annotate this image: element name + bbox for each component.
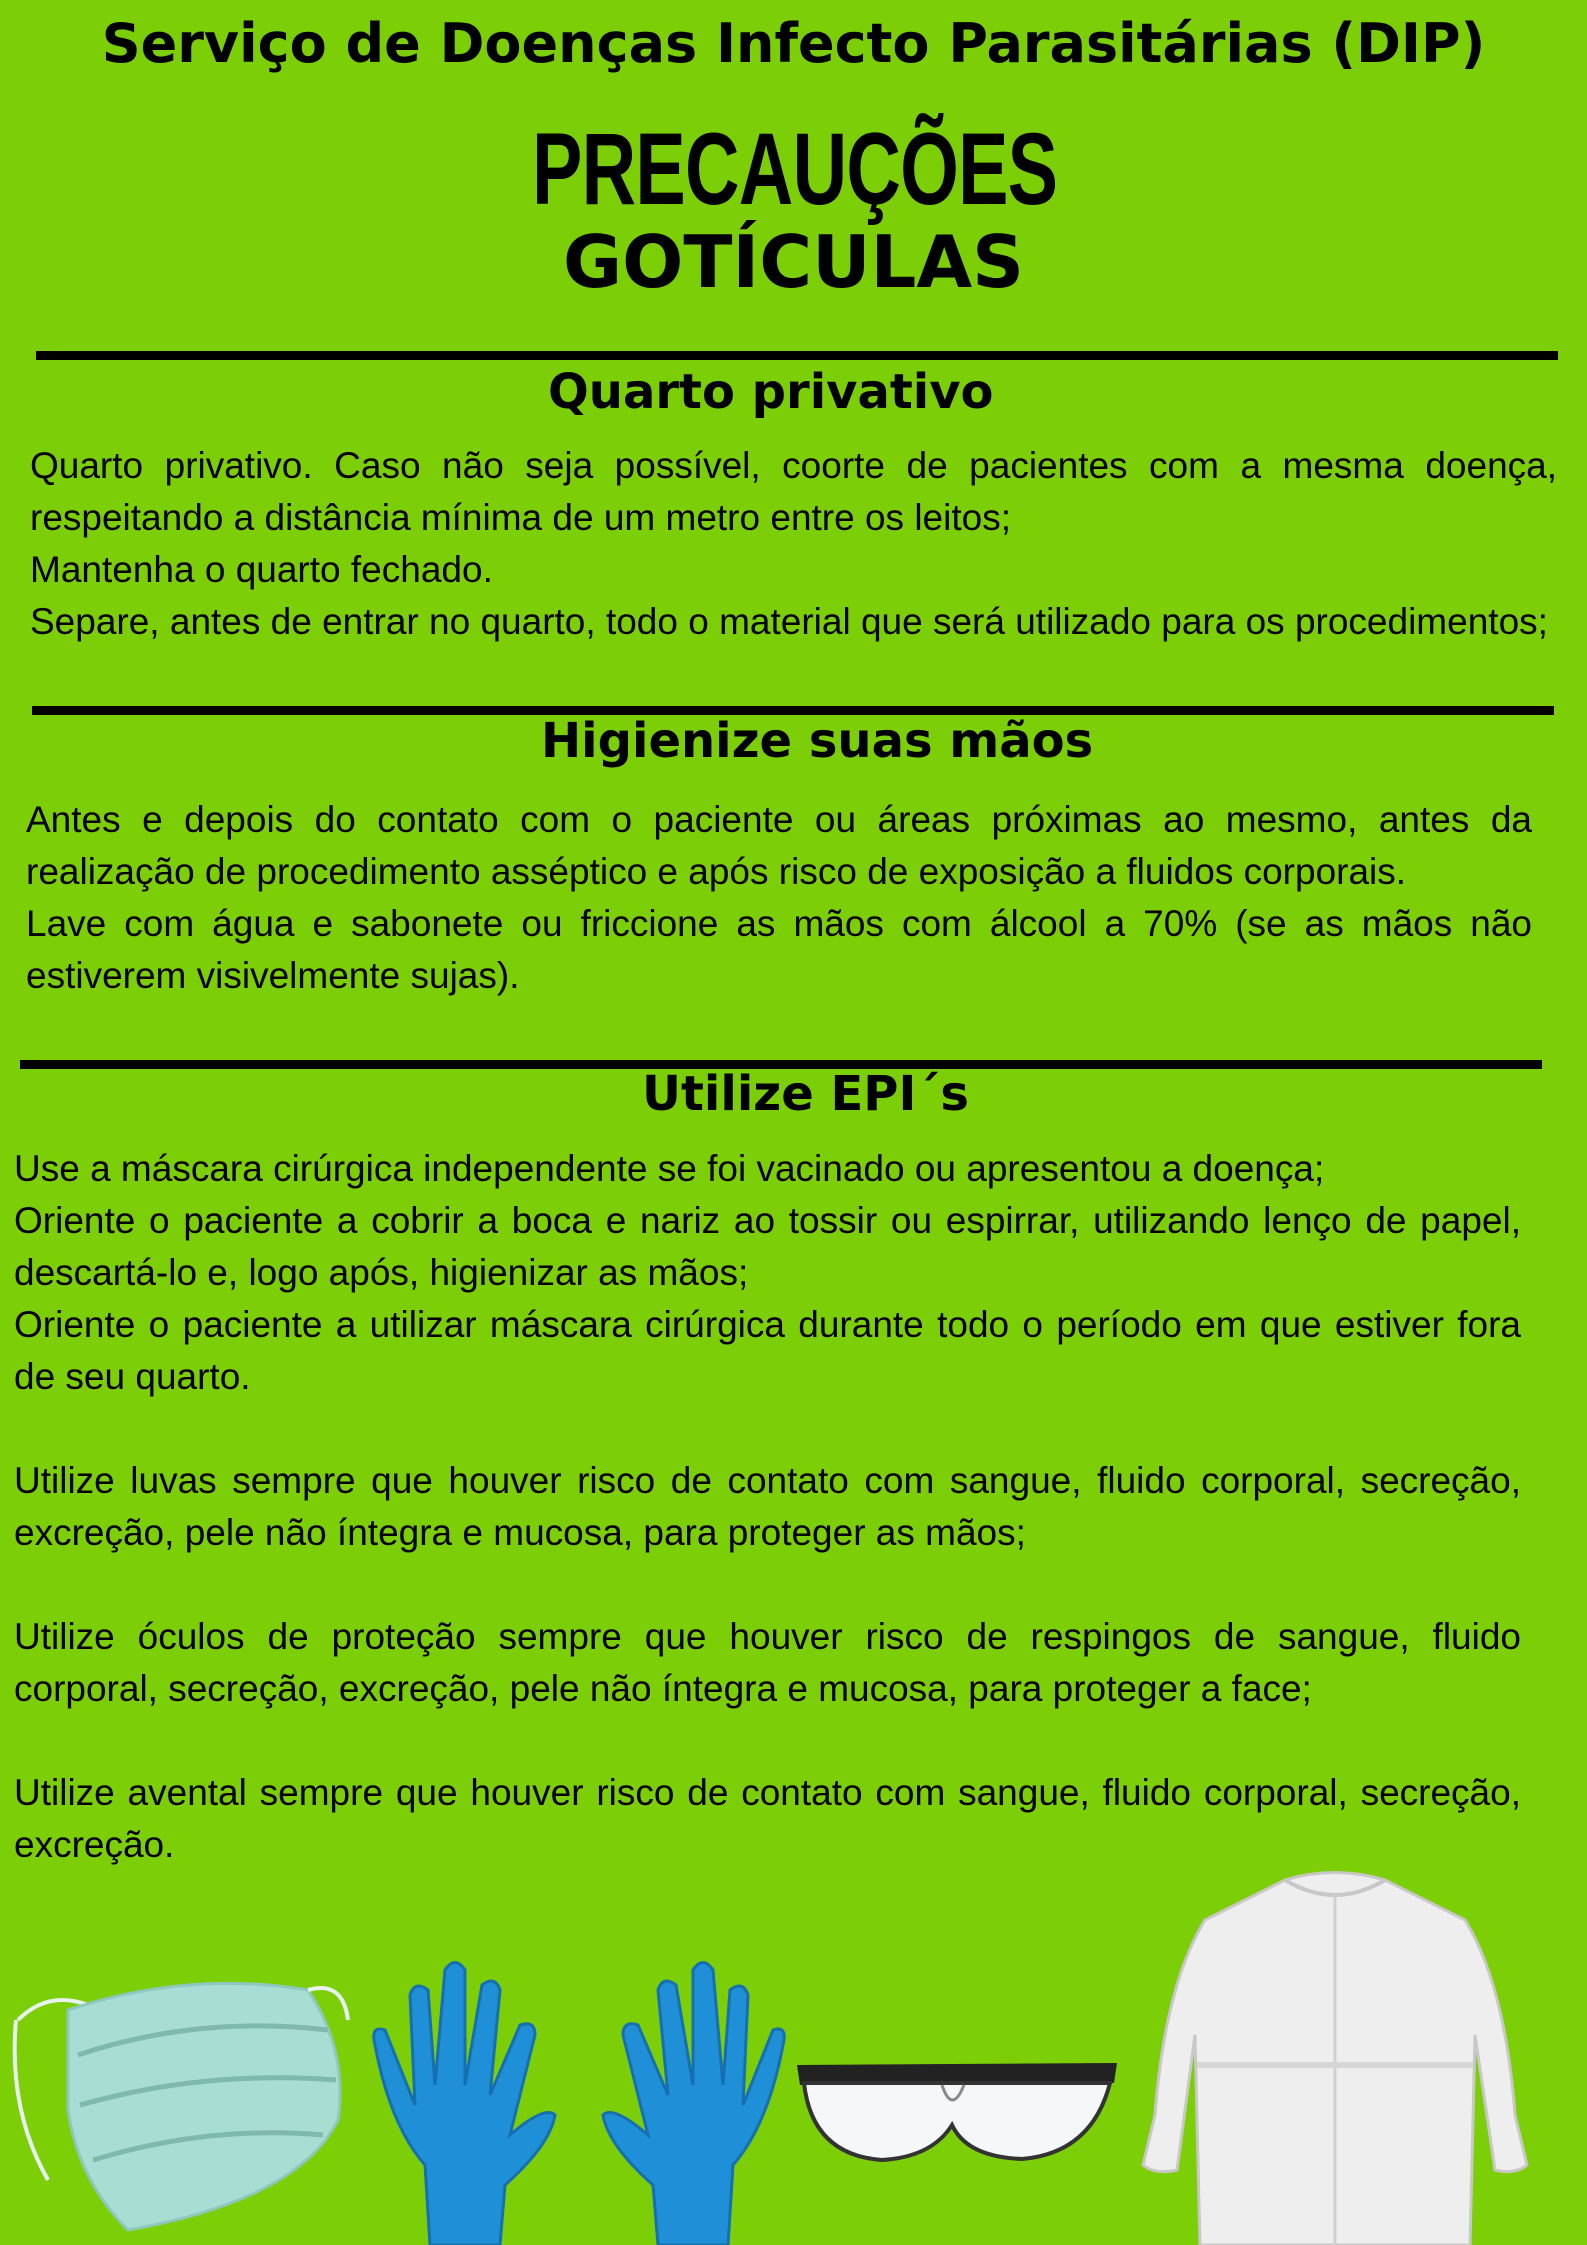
main-title: PRECAUÇÕES (532, 112, 1058, 226)
paragraph: Oriente o paciente a utilizar máscara cirúrgica durante todo o período em que estiver fora de seu quarto. (14, 1304, 1521, 1397)
section-title-room: Quarto privativo (548, 364, 994, 420)
paragraph: Mantenha o quarto fechado. (30, 549, 493, 590)
divider (36, 351, 1558, 360)
service-title: Serviço de Doenças Infecto Parasitárias (DIP) (101, 12, 1486, 75)
paragraph: Antes e depois do contato com o paciente ou áreas próximas ao mesmo, antes da realização de procedimento asséptico e após risco de exposição a fluidos corporais. (26, 799, 1532, 892)
paragraph: Separe, antes de entrar no quarto, todo o material que será utilizado para os procedimentos; (30, 601, 1548, 642)
isolation-gown-icon (1135, 1865, 1535, 2245)
section-text-hands (26, 794, 1532, 1002)
safety-goggles-icon (792, 2045, 1122, 2175)
sub-title: GOTÍCULAS (563, 220, 1024, 304)
paragraph: Utilize luvas sempre que houver risco de contato com sangue, fluido corporal, secreção, excreção, pele não íntegra e mucosa, para proteger as mãos; (14, 1460, 1521, 1553)
paragraph: Utilize óculos de proteção sempre que houver risco de respingos de sangue, fluido corporal, secreção, excreção, pele não íntegra e mucosa, para proteger a face; (14, 1616, 1521, 1709)
surgical-mask-icon (8, 1960, 353, 2240)
section-title-epi: Utilize EPI´s (642, 1066, 969, 1122)
paragraph: Quarto privativo. Caso não seja possível, coorte de pacientes com a mesma doença, respeitando a distância mínima de um metro entre os leitos; (30, 445, 1557, 538)
glove-icon (370, 1955, 560, 2245)
section-text-room (30, 440, 1557, 648)
section-title-hands: Higienize suas mãos (541, 713, 1094, 769)
paragraph: Use a máscara cirúrgica independente se foi vacinado ou apresentou a doença; (14, 1148, 1325, 1189)
section-text-epi (14, 1143, 1521, 1871)
paragraph: Oriente o paciente a cobrir a boca e nariz ao tossir ou espirrar, utilizando lenço de papel, descartá-lo e, logo após, higienizar as mãos; (14, 1200, 1521, 1293)
paragraph: Utilize avental sempre que houver risco de contato com sangue, fluido corporal, secreção, excreção. (14, 1772, 1521, 1865)
glove-icon (598, 1955, 788, 2245)
paragraph: Lave com água e sabonete ou friccione as mãos com álcool a 70% (se as mãos não estiverem visivelmente sujas). (26, 903, 1532, 996)
